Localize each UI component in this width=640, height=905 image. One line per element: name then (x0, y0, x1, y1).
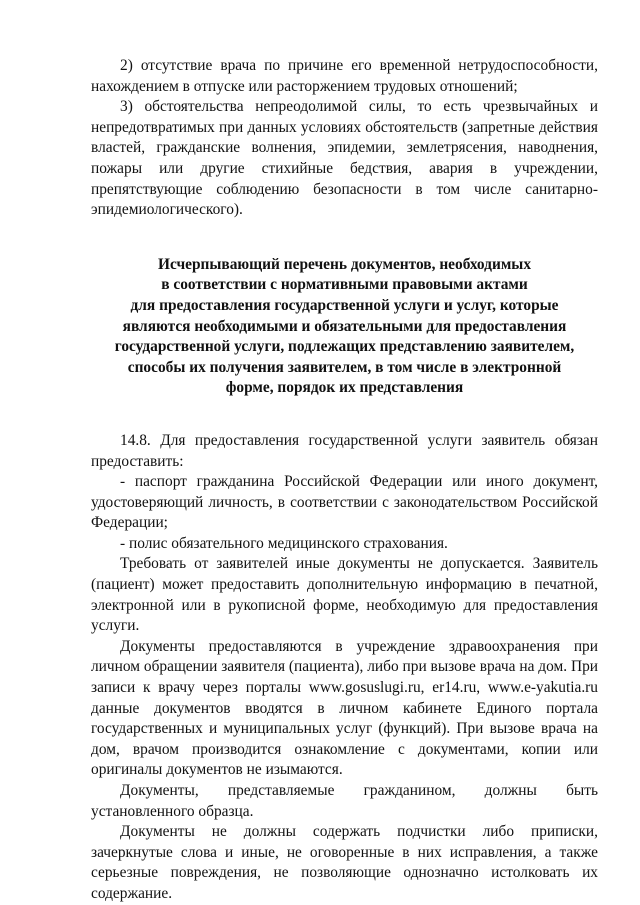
paragraph-form: Документы, представляемые гражданином, должны быть установленного образца. (91, 782, 598, 820)
heading-line: форме, порядок их представления (225, 379, 464, 397)
paragraph-corrections: Документы не должны содержать подчистки либо приписки, зачеркнутые слова и иные, не оговоренные в них исправления, а также серьезные повреждения, не позволяющие однозначно истолковать их содержание. (91, 823, 598, 902)
section-heading (91, 255, 598, 399)
paragraph-other-documents: Требовать от заявителей иные документы не допускается. Заявитель (пациент) может предоставить дополнительную информацию в печатной, электронной или в рукописной форме, необходимую для предоставления услуги. (91, 555, 598, 635)
paragraph-item-3: 3) обстоятельства непреодолимой силы, то есть чрезвычайных и непредотвратимых при данных условиях обстоятельств (запретные действия властей, гражданские волнения, эпидемии, землетрясения, наводнения, пожары или другие стихийные бедствия, авария в учреждении, препятствующие соблюдению безопасности в том числе санитарно-эпидемиологического). (91, 98, 598, 219)
heading-line: государственной услуги, подлежащих представлению заявителем, (114, 338, 575, 356)
paragraph-submission: Документы предоставляются в учреждение здравоохранения при личном обращении заявителя (пациента), либо при вызове врача на дом. При записи к врачу через порталы www.gosuslugi.ru, er14.ru, www.e-yakutia.ru данные документов вводятся в личном кабинете Единого портала государственных и муниципальных услуг (функций). При вызове врача на дом, врачом производится ознакомление с документами, копии или оригиналы документов не изымаются. (91, 637, 598, 779)
paragraph-14-8: 14.8. Для предоставления государственной услуги заявитель обязан предоставить: (91, 431, 598, 470)
paragraph-item-2: 2) отсутствие врача по причине его временной нетрудоспособности, нахождением в отпуске или расторжением трудовых отношений; (91, 57, 598, 95)
heading-line: являются необходимыми и обязательными для предоставления (122, 317, 567, 335)
paragraph-passport: - паспорт гражданина Российской Федерации или иного документ, удостоверяющий личность, в соответствии с законодательством Российской Федерации; (91, 473, 598, 532)
paragraph-policy: - полис обязательного медицинского страхования. (120, 534, 448, 552)
heading-line: Исчерпывающий перечень документов, необходимых (157, 255, 532, 273)
heading-line: для предоставления государственной услуги и услуг, которые (130, 296, 559, 314)
heading-line: в соответствии с нормативными правовыми актами (161, 276, 528, 294)
heading-line: способы их получения заявителем, в том числе в электронной (127, 358, 562, 376)
